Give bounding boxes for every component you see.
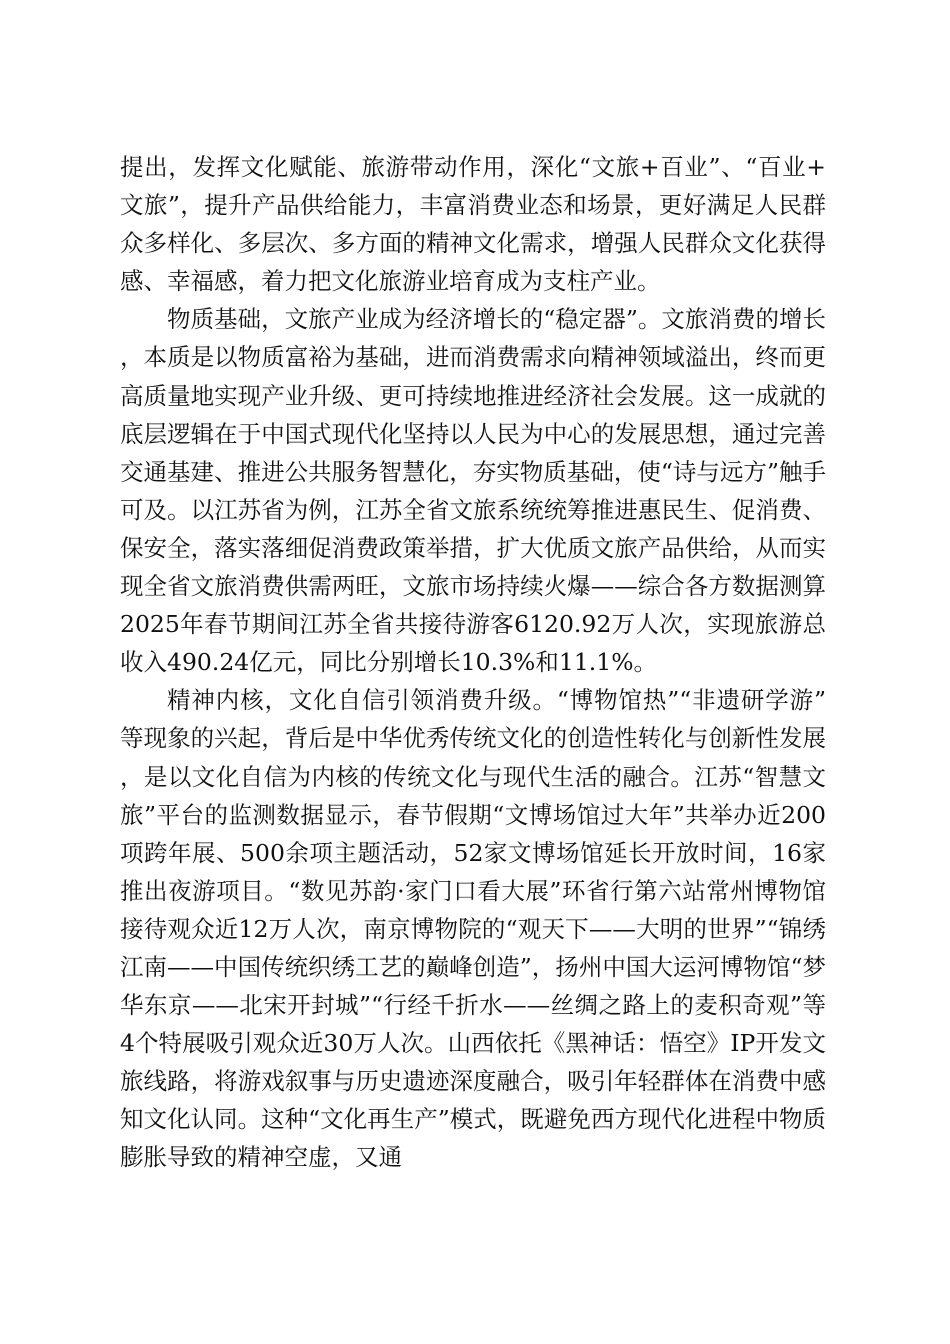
paragraph-continuation: 提出，发挥文化赋能、旅游带动作用，深化“文旅+百业”、“百业+文旅”，提升产品供给能力，丰富消费业态和场景，更好满足人民群众多样化、多层次、多方面的精神文化需求，增强人民群众文化获得感、幸福感，着力把文化旅游业培育成为支柱产业。	[120, 153, 826, 296]
paragraph-material-foundation: 物质基础，文旅产业成为经济增长的“稳定器”。文旅消费的增长，本质是以物质富裕为基础，进而消费需求向精神领域溢出，终而更高质量地实现产业升级、更可持续地推进经济社会发展。这一成就的底层逻辑在于中国式现代化坚持以人民为中心的发展思想，通过完善交通基建、推进公共服务智慧化，夯实物质基础，使“诗与远方”触手可及。以江苏省为例，江苏全省文旅系统统筹推进惠民生、促消费、保安全，落实落细促消费政策举措，扩大优质文旅产品供给，从而实现全省文旅消费供需两旺，文旅市场持续火爆——综合各方数据测算2025年春节期间江苏全省共接待游客6120.92万人次，实现旅游总收入490.24亿元，同比分别增长10.3%和11.1%。	[120, 305, 826, 677]
document-page	[120, 148, 826, 1177]
paragraph-spiritual-core: 精神内核，文化自信引领消费升级。“博物馆热”“非遗研学游”等现象的兴起，背后是中华优秀传统文化的创造性转化与创新性发展，是以文化自信为内核的传统文化与现代生活的融合。江苏“智慧文旅”平台的监测数据显示，春节假期“文博场馆过大年”共举办近200项跨年展、500余项主题活动，52家文博场馆延长开放时间，16家推出夜游项目。“数见苏韵·家门口看大展”环省行第六站常州博物馆接待观众近12万人次，南京博物院的“观天下——大明的世界”“锦绣江南——中国传统织绣工艺的巅峰创造”，扬州中国大运河博物馆“梦华东京——北宋开封城”“行经千折水——丝绸之路上的麦积奇观”等4个特展吸引观众近30万人次。山西依托《黑神话：悟空》IP开发文旅线路，将游戏叙事与历史遗迹深度融合，吸引年轻群体在消费中感知文化认同。这种“文化再生产”模式，既避免西方现代化进程中物质膨胀导致的精神空虚，又通	[120, 686, 826, 1172]
